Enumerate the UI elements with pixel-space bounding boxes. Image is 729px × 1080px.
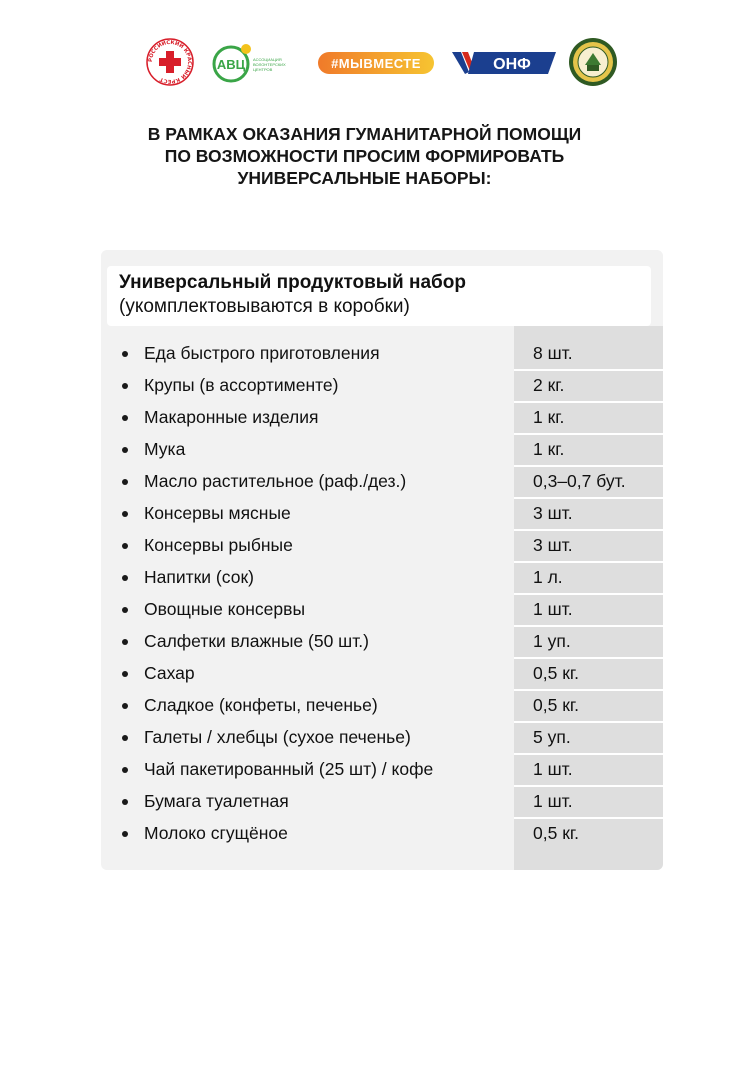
item-name: Мука xyxy=(144,439,186,459)
red-cross-logo xyxy=(146,38,194,86)
bullet-icon xyxy=(122,639,128,645)
bullet-icon xyxy=(122,767,128,773)
list-item xyxy=(101,659,663,691)
item-quantity: 1 шт. xyxy=(533,791,573,811)
item-quantity: 1 кг. xyxy=(533,407,565,427)
avc-logo xyxy=(209,40,301,84)
item-quantity: 0,5 кг. xyxy=(533,823,579,843)
list-item xyxy=(101,499,663,531)
list-item xyxy=(101,755,663,787)
bullet-icon xyxy=(122,383,128,389)
item-name: Бумага туалетная xyxy=(144,791,289,811)
item-quantity: 1 шт. xyxy=(533,759,573,779)
bullet-icon xyxy=(122,543,128,549)
item-quantity: 0,5 кг. xyxy=(533,663,579,683)
avc-mark xyxy=(209,40,301,84)
list-item xyxy=(101,691,663,723)
kit-subtitle: (укомплектовываются в коробки) xyxy=(119,296,410,317)
avc-abbr: АВЦ xyxy=(216,57,246,72)
item-quantity: 1 шт. xyxy=(533,599,573,619)
item-quantity: 1 л. xyxy=(533,567,563,587)
bullet-icon xyxy=(122,735,128,741)
onf-text: ОНФ xyxy=(493,56,531,73)
kit-title: Универсальный продуктовый набор xyxy=(119,272,466,293)
item-quantity: 3 шт. xyxy=(533,503,573,523)
item-name: Сладкое (конфеты, печенье) xyxy=(144,695,378,715)
list-item xyxy=(101,435,663,467)
kit-card xyxy=(101,250,663,870)
bullet-icon xyxy=(122,671,128,677)
item-name: Овощные консервы xyxy=(144,599,306,619)
item-name: Еда быстрого приготовления xyxy=(144,343,380,363)
list-item xyxy=(101,467,663,499)
item-quantity: 1 кг. xyxy=(533,439,565,459)
item-name: Напитки (сок) xyxy=(144,567,254,587)
bullet-icon xyxy=(122,479,128,485)
item-name: Чай пакетированный (25 шт) / кофе xyxy=(144,759,434,779)
bullet-icon xyxy=(122,351,128,357)
item-name: Масло растительное (раф./дез.) xyxy=(144,471,407,491)
item-name: Консервы рыбные xyxy=(144,535,293,555)
heading-line-2: ПО ВОЗМОЖНОСТИ ПРОСИМ ФОРМИРОВАТЬ xyxy=(164,146,565,166)
bullet-icon xyxy=(122,799,128,805)
item-quantity: 3 шт. xyxy=(533,535,573,555)
item-name: Салфетки влажные (50 шт.) xyxy=(144,631,369,651)
svg-text:АССОЦИАЦИЯ ВОЛОНТЕРСКИ: АССОЦИАЦИЯ ВОЛОНТЕРСКИХ ЦЕНТРОВ xyxy=(253,57,286,72)
list-item xyxy=(101,371,663,403)
page-heading xyxy=(60,123,669,189)
list-item xyxy=(101,787,663,819)
item-name: Крупы (в ассортименте) xyxy=(144,375,339,395)
bullet-icon xyxy=(122,511,128,517)
red-cross-ring-text: РОССИЙСКИЙ КРАСНЫЙ КРЕСТ xyxy=(147,39,193,85)
list-item xyxy=(101,531,663,563)
bullet-icon xyxy=(122,607,128,613)
partner-logos xyxy=(0,36,729,88)
item-name: Сахар xyxy=(144,663,195,683)
item-name: Макаронные изделия xyxy=(144,407,319,427)
emblem-logo xyxy=(568,37,618,87)
bullet-icon xyxy=(122,447,128,453)
item-quantity: 0,5 кг. xyxy=(533,695,579,715)
bullet-icon xyxy=(122,831,128,837)
list-item xyxy=(101,595,663,627)
item-quantity: 5 уп. xyxy=(533,727,571,747)
heading-line-1: В РАМКАХ ОКАЗАНИЯ ГУМАНИТАРНОЙ ПОМОЩИ xyxy=(147,124,582,144)
bullet-icon xyxy=(122,703,128,709)
item-quantity: 0,3–0,7 бут. xyxy=(533,471,626,491)
bullet-icon xyxy=(122,415,128,421)
list-item xyxy=(101,563,663,595)
heading-line-3: УНИВЕРСАЛЬНЫЕ НАБОРЫ: xyxy=(237,168,492,188)
kit-items-list xyxy=(101,339,663,851)
list-item xyxy=(101,819,663,851)
onf-logo xyxy=(452,50,556,76)
list-item xyxy=(101,627,663,659)
campaign-tag: #МЫВМЕСТЕ xyxy=(318,52,434,74)
item-quantity: 2 кг. xyxy=(533,375,565,395)
item-quantity: 1 уп. xyxy=(533,631,571,651)
item-name: Молоко сгущёное xyxy=(144,823,288,843)
list-item xyxy=(101,403,663,435)
list-item xyxy=(101,723,663,755)
kit-card-header xyxy=(107,266,651,326)
list-item xyxy=(101,339,663,371)
item-name: Консервы мясные xyxy=(144,503,291,523)
item-quantity: 8 шт. xyxy=(533,343,573,363)
item-name: Галеты / хлебцы (сухое печенье) xyxy=(144,727,411,747)
bullet-icon xyxy=(122,575,128,581)
